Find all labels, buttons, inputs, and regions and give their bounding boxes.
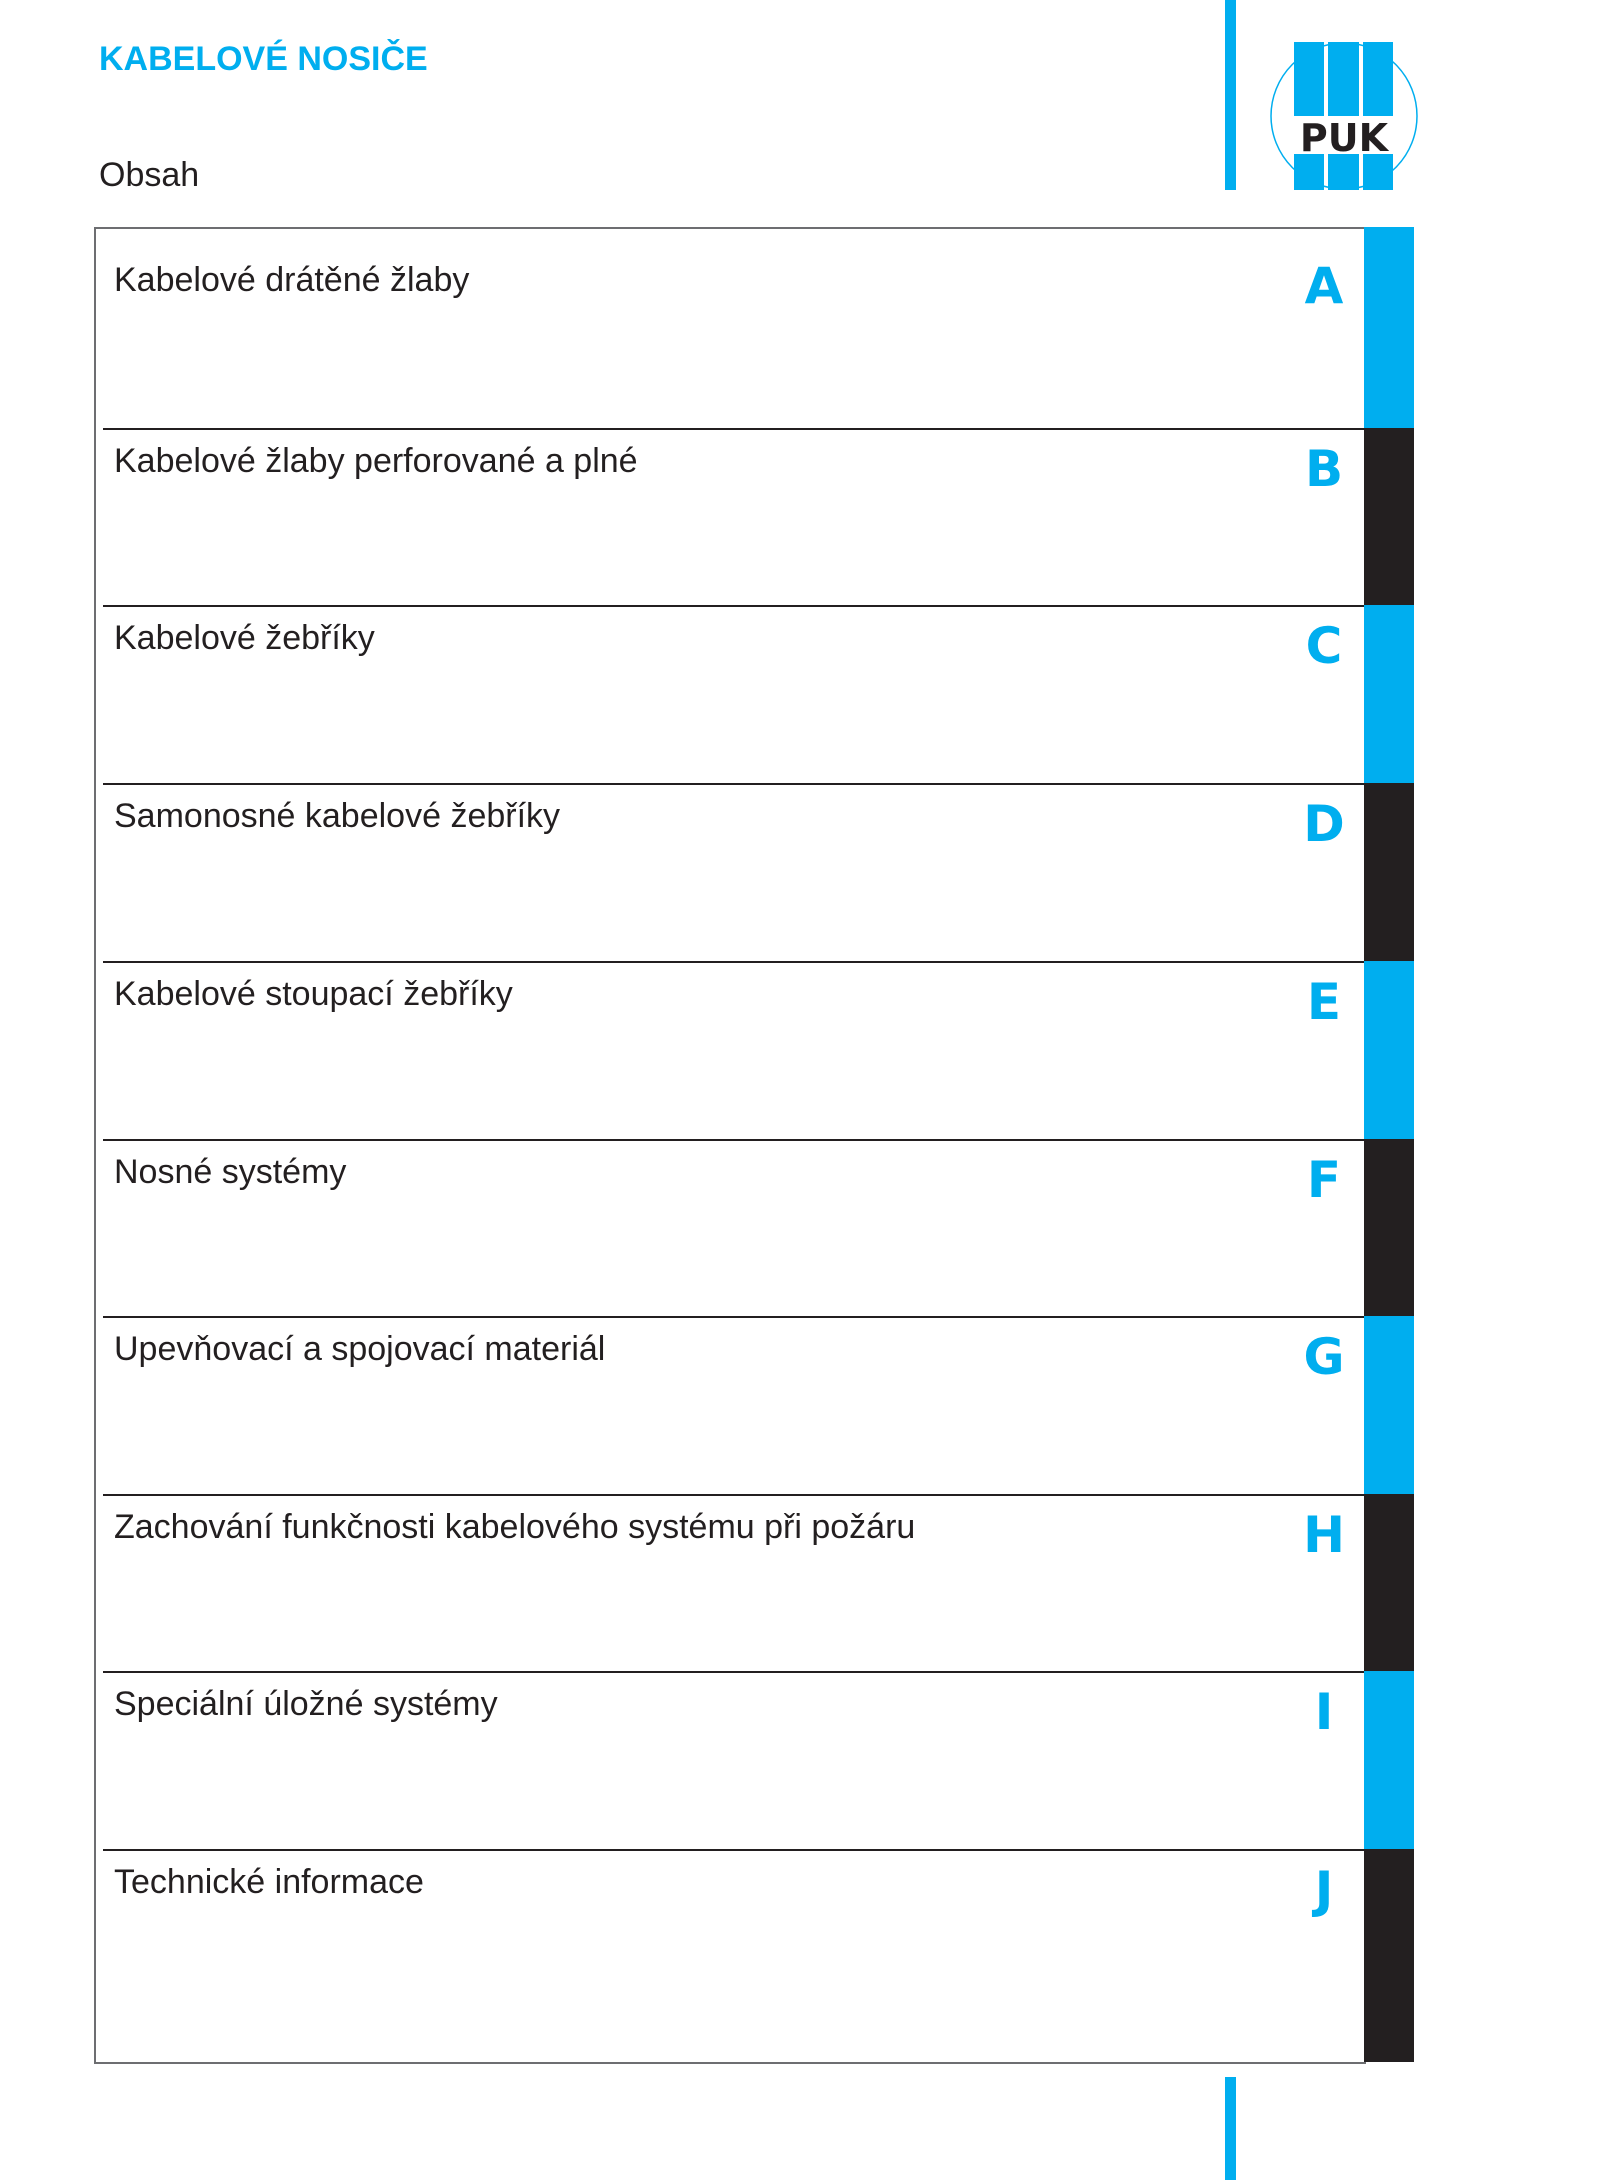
puk-logo bbox=[1270, 38, 1420, 194]
section-letter: D bbox=[1303, 795, 1345, 853]
section-letter: B bbox=[1304, 440, 1344, 498]
section-tab-h[interactable] bbox=[1364, 1494, 1414, 1671]
row-divider bbox=[103, 1849, 1364, 1851]
toc-item-label: Speciální úložné systémy bbox=[114, 1685, 498, 1723]
toc-item-f[interactable] bbox=[94, 1139, 1414, 1316]
section-tab-g[interactable] bbox=[1364, 1316, 1414, 1494]
toc-item-label: Kabelové žebříky bbox=[114, 619, 375, 657]
logo-text: PUK bbox=[1299, 116, 1389, 160]
section-tab-a[interactable] bbox=[1364, 227, 1414, 428]
toc-item-b[interactable] bbox=[94, 428, 1414, 605]
toc-item-label: Upevňovací a spojovací materiál bbox=[114, 1330, 606, 1368]
section-tab-b[interactable] bbox=[1364, 428, 1414, 605]
row-divider bbox=[103, 1316, 1364, 1318]
row-divider bbox=[103, 428, 1364, 430]
toc-item-g[interactable] bbox=[94, 1316, 1414, 1494]
section-letter: H bbox=[1303, 1506, 1345, 1564]
section-tab-d[interactable] bbox=[1364, 783, 1414, 961]
toc-item-label: Kabelové stoupací žebříky bbox=[114, 975, 513, 1013]
section-letter: I bbox=[1314, 1683, 1334, 1741]
toc-item-label: Samonosné kabelové žebříky bbox=[114, 797, 561, 835]
section-tab-f[interactable] bbox=[1364, 1139, 1414, 1316]
row-divider bbox=[103, 1139, 1364, 1141]
row-divider bbox=[103, 605, 1364, 607]
decorative-bar-top bbox=[1225, 0, 1236, 190]
toc-item-j[interactable] bbox=[94, 1849, 1414, 2062]
section-letter: C bbox=[1305, 617, 1343, 675]
section-heading: Obsah bbox=[99, 156, 200, 194]
decorative-bar-bottom bbox=[1225, 2077, 1236, 2180]
toc-item-label: Nosné systémy bbox=[114, 1153, 347, 1191]
toc-item-e[interactable] bbox=[94, 961, 1414, 1139]
section-letter: F bbox=[1306, 1151, 1342, 1209]
toc-item-label: Technické informace bbox=[114, 1863, 424, 1901]
section-tab-e[interactable] bbox=[1364, 961, 1414, 1139]
toc-item-label: Kabelové drátěné žlaby bbox=[114, 261, 470, 299]
toc-item-a[interactable] bbox=[94, 227, 1414, 428]
toc-item-label: Kabelové žlaby perforované a plné bbox=[114, 442, 638, 480]
table-of-contents bbox=[94, 227, 1414, 2062]
row-divider bbox=[103, 1671, 1364, 1673]
section-tab-j[interactable] bbox=[1364, 1849, 1414, 2062]
row-divider bbox=[103, 783, 1364, 785]
puk-logo-graphic bbox=[1270, 38, 1420, 194]
section-letter: A bbox=[1304, 257, 1344, 315]
toc-item-label: Zachování funkčnosti kabelového systému při požáru bbox=[114, 1508, 916, 1546]
document-title: KABELOVÉ NOSIČE bbox=[99, 40, 428, 78]
section-letter: J bbox=[1314, 1861, 1334, 1919]
section-letter: E bbox=[1306, 973, 1342, 1031]
toc-item-i[interactable] bbox=[94, 1671, 1414, 1849]
toc-item-h[interactable] bbox=[94, 1494, 1414, 1671]
row-divider bbox=[103, 1494, 1364, 1496]
section-tab-i[interactable] bbox=[1364, 1671, 1414, 1849]
toc-item-d[interactable] bbox=[94, 783, 1414, 961]
toc-item-c[interactable] bbox=[94, 605, 1414, 783]
row-divider bbox=[103, 961, 1364, 963]
section-tab-c[interactable] bbox=[1364, 605, 1414, 783]
section-letter: G bbox=[1303, 1328, 1345, 1386]
